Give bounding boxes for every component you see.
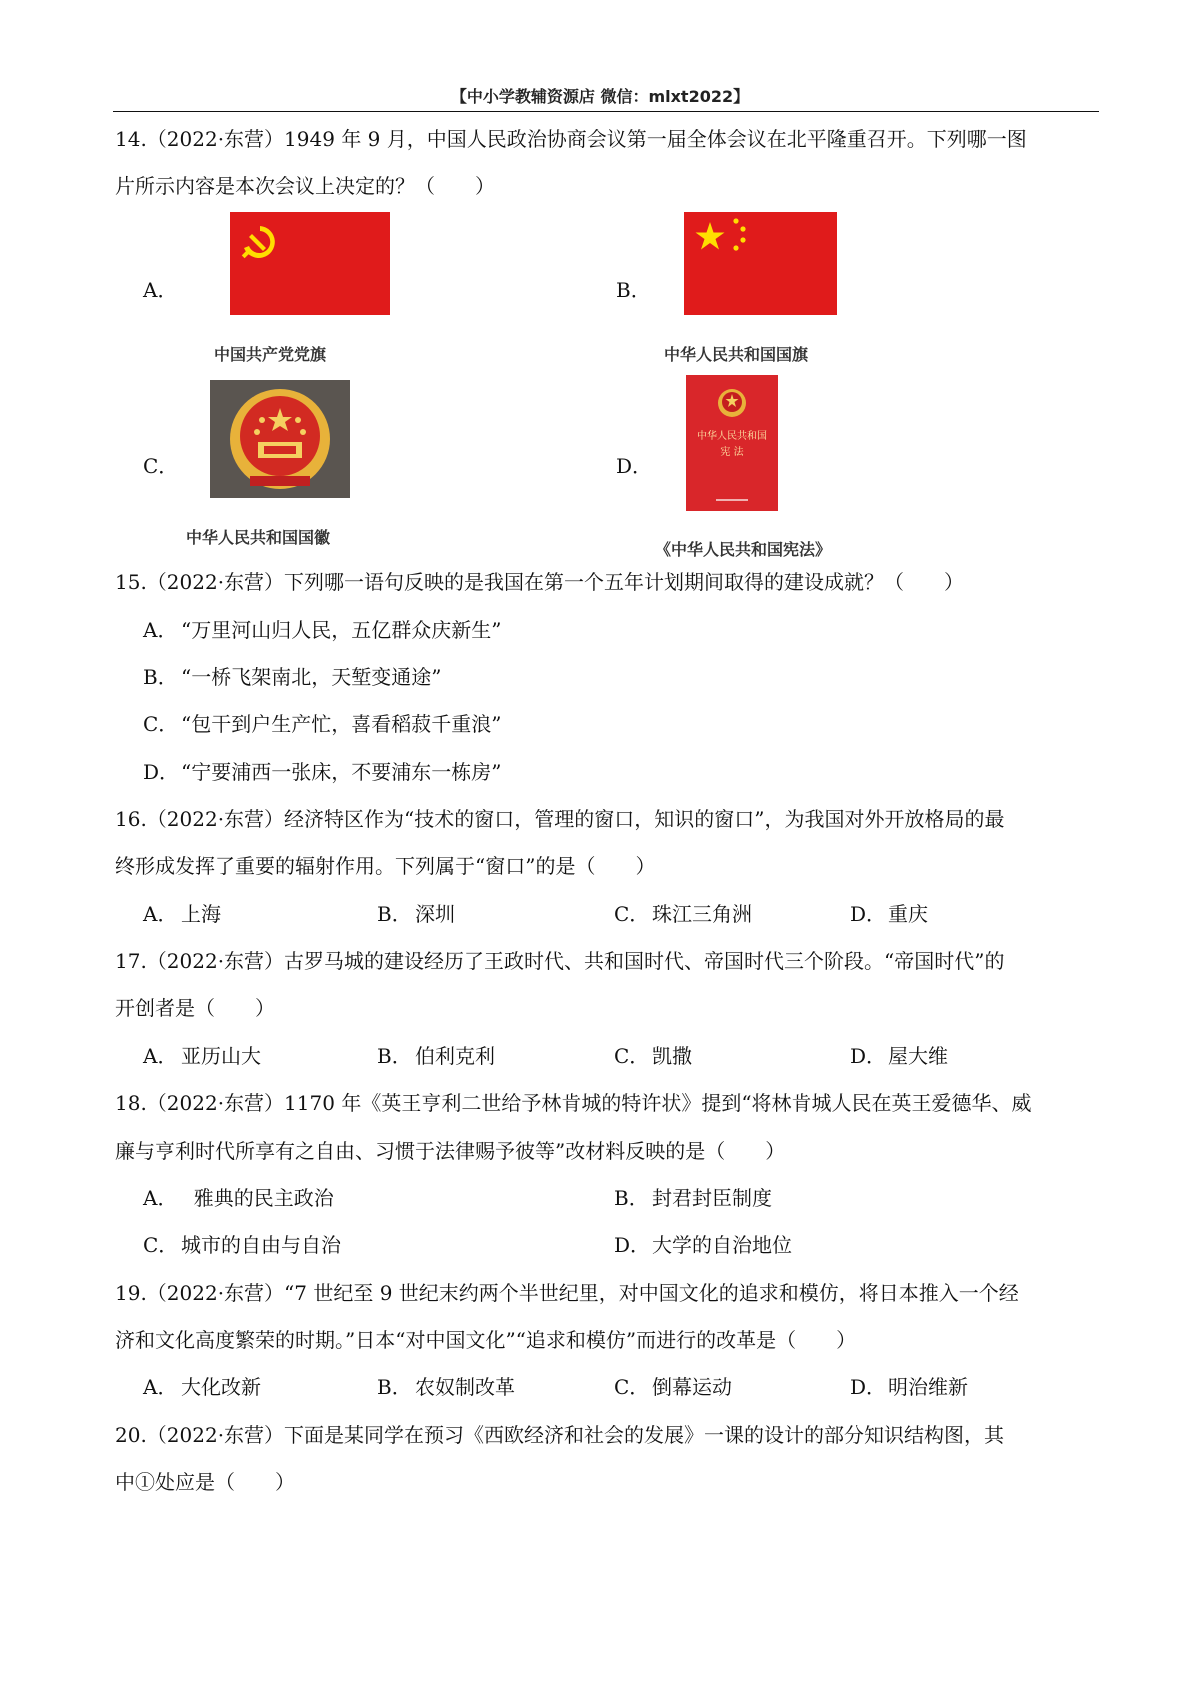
q17-option-b (377, 1042, 495, 1070)
q19-option-d-label: D． (850, 1375, 887, 1399)
q17-option-c-label: C． (614, 1044, 650, 1068)
q14-stem-line2: 片所示内容是本次会议上决定的？（ ） (115, 174, 495, 198)
q17-option-a-label: A． (143, 1044, 178, 1068)
q14-stem-line1: 14.（2022·东营）1949 年 9 月，中国人民政治协商会议第一届全体会议在北平隆重召开。下列哪一图 (115, 127, 1027, 151)
q16-stem-line1: 16.（2022·东营）经济特区作为“技术的窗口，管理的窗口，知识的窗口”，为我国对外开放格局的最 (115, 807, 1005, 831)
q17-option-d-label: D． (850, 1044, 887, 1068)
q15-option-b (143, 663, 441, 691)
q17-option-b-text: 伯利克利 (415, 1044, 495, 1068)
q18-stem-line1: 18.（2022·东营）1170 年《英王亨利二世给予林肯城的特许状》提到“将林肯城人民在英王爱德华、威 (115, 1091, 1032, 1115)
q18-option-a-label: A． (143, 1186, 178, 1210)
q19-option-b-label: B． (377, 1375, 412, 1399)
q14-option-d-caption: 《中华人民共和国宪法》 (655, 540, 832, 559)
q18-option-b (614, 1184, 772, 1212)
q14-option-a-label: A． (143, 278, 178, 302)
q15-option-a-text: “万里河山归人民，五亿群众庆新生” (181, 618, 502, 642)
q17-option-c-text: 凯撒 (652, 1044, 692, 1068)
q15-option-c-label: C． (143, 712, 179, 736)
q19-stem-line2: 济和文化高度繁荣的时期。”日本“对中国文化”“追求和模仿”而进行的改革是（ ） (115, 1328, 857, 1352)
q14-option-a-caption: 中国共产党党旗 (214, 345, 327, 364)
q18-option-c (143, 1231, 341, 1259)
q16-option-b-label: B． (377, 902, 412, 926)
q15-option-d-label: D． (143, 760, 180, 784)
q14-option-d-label: D． (616, 454, 653, 478)
q19-option-a-label: A． (143, 1375, 178, 1399)
q15-option-b-label: B． (143, 665, 178, 689)
q17-option-d-text: 屋大维 (888, 1044, 948, 1068)
q20-stem-line2: 中①处应是（ ） (115, 1470, 295, 1494)
q14-option-c-caption: 中华人民共和国国徽 (186, 528, 331, 547)
q16-option-b (377, 900, 455, 928)
party-flag-image (230, 212, 390, 315)
q19-option-c (614, 1373, 732, 1401)
q19-option-b (377, 1373, 515, 1401)
q16-option-b-text: 深圳 (415, 902, 455, 926)
q18-option-d-label: D． (614, 1233, 651, 1257)
q14-option-b-label: B． (616, 278, 651, 302)
q19-option-d (850, 1373, 968, 1401)
q16-option-c (614, 900, 752, 928)
q16-option-d (850, 900, 928, 928)
header-rule (113, 111, 1099, 112)
q14-option-c-label: C． (143, 454, 179, 478)
q15-option-d (143, 758, 501, 786)
q19-option-a (143, 1373, 261, 1401)
q18-option-d (614, 1231, 792, 1259)
q17-option-b-label: B． (377, 1044, 412, 1068)
q15-option-d-text: “宁要浦西一张床，不要浦东一栋房” (181, 760, 502, 784)
q16-option-a-text: 上海 (181, 902, 221, 926)
national-emblem-image (210, 380, 350, 498)
q16-option-a-label: A． (143, 902, 178, 926)
q20-stem-line1: 20.（2022·东营）下面是某同学在预习《西欧经济和社会的发展》一课的设计的部分知识结构图，其 (115, 1423, 1005, 1447)
q15-option-c-text: “包干到户生产忙，喜看稻菽千重浪” (181, 712, 502, 736)
q19-option-c-label: C． (614, 1375, 650, 1399)
q18-option-c-label: C． (143, 1233, 179, 1257)
q18-option-d-text: 大学的自治地位 (652, 1233, 792, 1257)
q16-option-c-text: 珠江三角洲 (652, 902, 752, 926)
q15-option-a-label: A． (143, 618, 178, 642)
q16-stem-line2: 终形成发挥了重要的辐射作用。下列属于“窗口”的是（ ） (115, 854, 656, 878)
q15-option-c (143, 710, 501, 738)
national-flag-image (684, 212, 837, 315)
q17-option-c (614, 1042, 692, 1070)
book-subtitle-text: 宪 法 (720, 447, 744, 458)
q19-option-a-text: 大化改新 (181, 1375, 261, 1399)
q18-stem-line2: 廉与亨利时代所享有之自由、习惯于法律赐予彼等”改材料反映的是（ ） (115, 1139, 786, 1163)
q17-stem-line1: 17.（2022·东营）古罗马城的建设经历了王政时代、共和国时代、帝国时代三个阶段。“帝国时代”的 (115, 949, 1005, 973)
q15-stem-line1: 15.（2022·东营）下列哪一语句反映的是我国在第一个五年计划期间取得的建设成就？（ ） (115, 570, 965, 594)
q19-option-b-text: 农奴制改革 (415, 1375, 515, 1399)
q16-option-d-label: D． (850, 902, 887, 926)
q19-option-c-text: 倒幕运动 (652, 1375, 732, 1399)
constitution-book-image (686, 375, 778, 511)
q14-option-b-caption: 中华人民共和国国旗 (664, 345, 809, 364)
q16-option-c-label: C． (614, 902, 650, 926)
page-header: 【中小学教辅资源店 微信：mlxt2022】 (450, 87, 750, 106)
q16-option-a (143, 900, 221, 928)
q15-option-a (143, 616, 501, 644)
q16-option-d-text: 重庆 (888, 902, 928, 926)
q18-option-b-text: 封君封臣制度 (652, 1186, 772, 1210)
q15-option-b-text: “一桥飞架南北，天堑变通途” (181, 665, 442, 689)
q17-option-d (850, 1042, 948, 1070)
q18-option-c-text: 城市的自由与自治 (181, 1233, 341, 1257)
q19-option-d-text: 明治维新 (888, 1375, 968, 1399)
q18-option-b-label: B． (614, 1186, 649, 1210)
q17-option-a-text: 亚历山大 (181, 1044, 261, 1068)
q18-option-a-text: 雅典的民主政治 (181, 1186, 334, 1210)
book-title-text: 中华人民共和国 (697, 431, 767, 442)
q17-stem-line2: 开创者是（ ） (115, 996, 275, 1020)
q18-option-a (143, 1184, 334, 1212)
q19-stem-line1: 19.（2022·东营）“7 世纪至 9 世纪末约两个半世纪里，对中国文化的追求和模仿，将日本推入一个经 (115, 1281, 1019, 1305)
q17-option-a (143, 1042, 261, 1070)
